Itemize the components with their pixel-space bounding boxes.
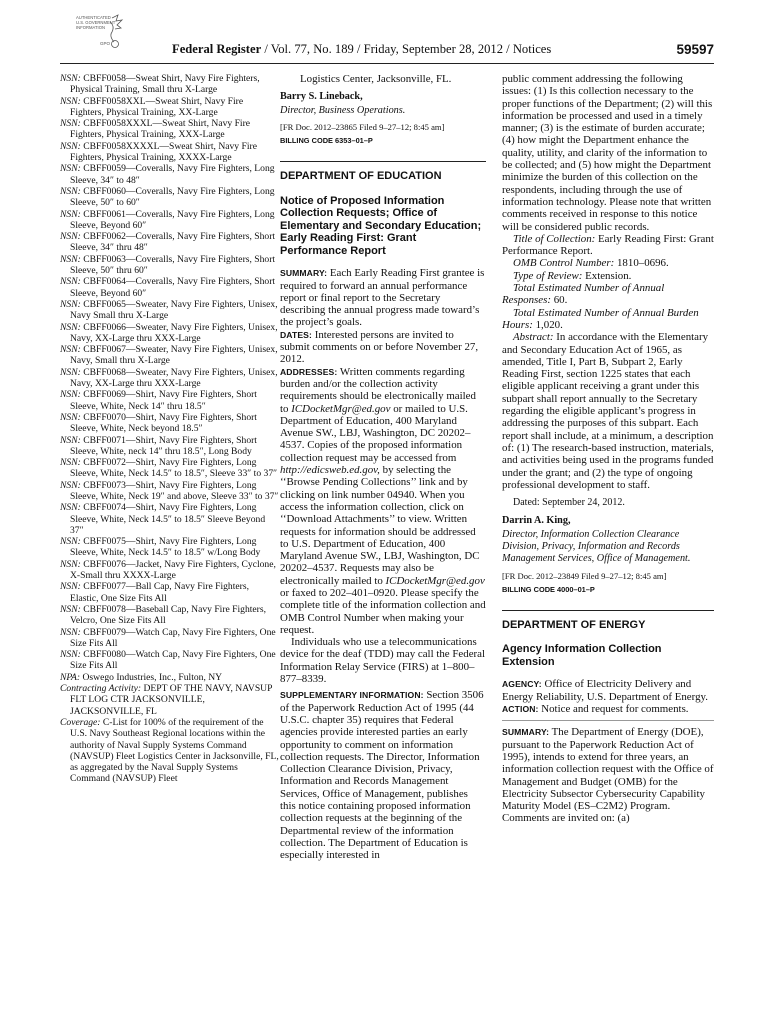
list-item — [60, 163, 279, 186]
section-divider — [502, 720, 714, 721]
entry-text: CBFF0058XXXL—Sweat Shirt, Navy Fire Fighters, Physical Training, XXX-Large — [70, 118, 251, 141]
collection-title-label: Title of Collection: — [513, 232, 596, 245]
entry-text: CBFF0059—Coveralls, Navy Fire Fighters, Long Sleeve, 34″ to 48″ — [70, 163, 275, 186]
entry-text: CBFF0070—Shirt, Navy Fire Fighters, Short Sleeve, White, Neck beyond 18.5″ — [70, 411, 257, 435]
action-text: Notice and request for comments. — [541, 703, 689, 716]
entry-text: CBFF0067—Sweater, Navy Fire Fighters, Unisex, Navy, Small thru X-Large — [70, 344, 278, 367]
list-item — [60, 73, 279, 96]
entry-text: CBFF0075—Shirt, Navy Fire Fighters, Long Sleeve, White, Neck 14.5″ to 18.5″ w/Long Body — [70, 536, 261, 559]
supplementary-label: SUPPLEMENTARY INFORMATION: — [280, 690, 424, 701]
collection-title-value: Early Reading First: Grant Performance Report. — [502, 232, 714, 258]
entry-text: CBFF0064—Coveralls, Navy Fire Fighters, Short Sleeve, Beyond 60″ — [70, 276, 276, 299]
entry-label: NSN: — [60, 411, 81, 423]
entry-text: CBFF0058XXXXL—Sweat Shirt, Navy Fire Fighters, Physical Training, XXXX-Large — [70, 140, 257, 164]
email-link-1[interactable]: ICDocketMgr@ed.gov — [291, 402, 391, 415]
addresses-text-3: by selecting the ‘‘Browse Pending Collections’’ link and by clicking on link number 04940. When you access the information collection, click on ‘‘Download Attachments’’ to view. Written requests for information should be addressed to U.S. Department of Education, 400 Maryland Avenue SW., LBJ, Washington, DC 20202–4537. Requests may also be electronically mailed to — [280, 464, 480, 587]
agency-section — [502, 678, 714, 703]
entry-text: CBFF0077—Ball Cap, Navy Fire Fighters, Elastic, One Size Fits All — [70, 581, 249, 604]
billing-code: BILLING CODE 6353–01–P — [280, 136, 373, 146]
abstract-label: Abstract: — [513, 331, 554, 344]
omb-label: OMB Control Number: — [513, 257, 615, 270]
list-item — [60, 559, 279, 582]
addresses-text-1: Written comments regarding burden and/or the collection activity requirements should be electronically mailed to — [280, 365, 476, 415]
entry-text: CBFF0068—Sweater, Navy Fire Fighters, Unisex, Navy, XX-Large thru XXX-Large — [70, 366, 278, 390]
entry-text: CBFF0071—Shirt, Navy Fire Fighters, Short Sleeve, White, neck 14″ thru 18.5″, Long Body — [70, 434, 257, 457]
entry-text: DEPT OF THE NAVY, NAVSUP FLT LOG CTR JACKSONVILLE, JACKSONVILLE, FL — [70, 683, 273, 717]
summary-text: Each Early Reading First grantee is required to forward an annual performance report or final report to the Secretary describing the annual progress made toward’s the project’s goals. — [280, 267, 485, 329]
summary-text: The Department of Energy (DOE), pursuant to the Paperwork Reduction Act of 1995), intends to extend for three years, an information collection request with the Office of Management and Budget (OMB) for the Electricity Subsector Cybersecurity Capability Maturity Model (ES–C2M2) Program. Comments are invited on: (a) — [502, 726, 714, 825]
entry-label: NSN: — [60, 163, 81, 175]
entry-text: CBFF0058—Sweat Shirt, Navy Fire Fighters, Physical Training, Small thru X-Large — [70, 73, 260, 96]
fr-doc-number: [FR Doc. 2012–23849 Filed 9–27–12; 8:45 am] — [502, 570, 667, 581]
signer-title: Director, Business Operations. — [280, 104, 406, 116]
entry-text: CBFF0063—Coveralls, Navy Fire Fighters, Short Sleeve, 50″ thru 60″ — [70, 253, 276, 277]
entry-label: Coverage: — [60, 716, 101, 728]
signer-title: Director, Information Collection Clearance Division, Privacy, Information and Records Management Services, Office of Management. — [502, 528, 691, 565]
annual-responses — [502, 282, 714, 307]
agency-label: AGENCY: — [502, 679, 542, 690]
header-rule — [60, 63, 714, 64]
publication-name: Federal Register — [172, 42, 262, 56]
summary-section — [502, 726, 714, 824]
entry-text: CBFF0072—Shirt, Navy Fire Fighters, Long Sleeve, White, Neck 14.5″ to 18.5″, Sleeve 33″ to 37″ — [70, 457, 278, 480]
list-item — [60, 536, 279, 559]
list-item — [60, 322, 279, 345]
addresses-text-4: or faxed to 202–401–0920. Please specify the complete title of the information collection and OMB Control Number when making your request. — [280, 587, 486, 636]
addresses-text-2: or mailed to U.S. Department of Education, 400 Maryland Avenue SW., LBJ, Washington, DC 20202–4537. Copies of the proposed information collection request may be accessed from — [280, 402, 471, 464]
list-item — [60, 141, 279, 164]
entry-text: CBFF0060—Coveralls, Navy Fire Fighters, Long Sleeve, 50″ to 60″ — [70, 185, 275, 209]
entry-label: Contracting Activity: — [60, 683, 142, 695]
continuation-text: Logistics Center, Jacksonville, FL. — [300, 73, 452, 85]
notice-title: Notice of Proposed Information Collection Requests; Office of Elementary and Secondary Education; Early Reading First: Grant Performance Report — [280, 194, 482, 257]
entry-text: CBFF0073—Shirt, Navy Fire Fighters, Long Sleeve, White, Neck 19″ and above, Sleeve 33″ to 37″ — [70, 479, 279, 502]
agency-text: Office of Electricity Delivery and Energy Reliability, U.S. Department of Energy. — [502, 678, 708, 703]
list-item — [60, 299, 279, 322]
department-heading: DEPARTMENT OF ENERGY — [502, 610, 714, 631]
column-1 — [60, 73, 279, 785]
entry-text: CBFF0066—Sweater, Navy Fire Fighters, Unisex, Navy, XX-Large thru XXX-Large — [70, 321, 278, 344]
list-item — [60, 389, 279, 412]
action-section — [502, 703, 714, 715]
entry-label: NSN: — [60, 366, 81, 378]
type-of-review — [502, 270, 714, 282]
entry-label: NSN: — [60, 502, 81, 514]
entry-text: CBFF0061—Coveralls, Navy Fire Fighters, Long Sleeve, Beyond 60″ — [70, 208, 275, 231]
entry-label: NSN: — [60, 457, 81, 469]
entry-text: CBFF0058XXL—Sweat Shirt, Navy Fire Fighters, Physical Training, XX-Large — [70, 95, 244, 118]
department-heading: DEPARTMENT OF EDUCATION — [280, 161, 486, 182]
entry-text: CBFF0080—Watch Cap, Navy Fire Fighters, One Size Fits All — [70, 649, 276, 672]
annual-burden-hours — [502, 307, 714, 332]
entry-label: NSN: — [60, 434, 81, 446]
entry-text: CBFF0062—Coveralls, Navy Fire Fighters, Short Sleeve, 34″ thru 48″ — [70, 231, 276, 254]
edicsweb-link[interactable]: http://edicsweb.ed.gov, — [280, 464, 380, 477]
entry-label: NSN: — [60, 479, 81, 491]
list-item — [60, 457, 279, 480]
billing-code: BILLING CODE 4000–01–P — [502, 584, 595, 594]
responses-value: 60. — [553, 294, 568, 307]
entry-label: NSN: — [60, 603, 81, 615]
list-item — [60, 367, 279, 390]
list-item — [60, 186, 279, 209]
entry-label: NSN: — [60, 208, 81, 220]
entry-label: NSN: — [60, 581, 81, 593]
addresses-section — [280, 366, 486, 637]
responses-label: Total Estimated Number of Annual Responses: — [502, 282, 665, 307]
list-item — [60, 209, 279, 232]
list-item — [60, 717, 279, 785]
list-item — [60, 254, 279, 277]
entry-label: NSN: — [60, 276, 81, 288]
entry-label: NSN: — [60, 389, 81, 401]
column-2 — [280, 73, 486, 862]
entry-text: CBFF0069—Shirt, Navy Fire Fighters, Short Sleeve, White, Neck 14″ thru 18.5″ — [70, 389, 257, 412]
list-item — [60, 502, 279, 536]
dates-label: DATES: — [280, 329, 312, 340]
seal-text-line-4: GPO — [100, 41, 111, 46]
list-item — [60, 672, 279, 683]
list-item — [60, 683, 279, 717]
list-item — [60, 231, 279, 254]
signer-name: Barry S. Lineback, — [280, 91, 363, 103]
issue-info: Vol. 77, No. 189 / Friday, September 28, 2012 / Notices — [270, 42, 552, 56]
entry-label: NSN: — [60, 649, 81, 661]
list-item — [60, 276, 279, 299]
action-label: ACTION: — [502, 704, 539, 715]
fr-doc-number: [FR Doc. 2012–23865 Filed 9–27–12; 8:45 am] — [280, 121, 445, 132]
omb-control-number — [502, 257, 714, 269]
entry-label: NPA: — [60, 671, 81, 683]
summary-label: SUMMARY: — [502, 727, 550, 738]
entry-label: NSN: — [60, 185, 81, 197]
supplementary-text: Section 3506 of the Paperwork Reduction Act of 1995 (44 U.S.C. chapter 35) requires that Federal agencies provide interested parties an early opportunity to comment on information collection requests. The Director, Information Collection Clearance Division, Privacy, Information and Records Management Services, Office of Management, publishes this notice containing proposed information collection requests at the beginning of the Departmental review of the information collection. The Department of Education is especially interested in — [280, 689, 484, 862]
review-value: Extension. — [585, 269, 632, 282]
list-item — [60, 627, 279, 650]
omb-value: 1810–0696. — [616, 257, 669, 270]
entry-label: NSN: — [60, 118, 81, 130]
entry-text: CBFF0076—Jacket, Navy Fire Fighters, Cyclone, X-Small thru XXXX-Large — [70, 558, 276, 582]
entry-label: NSN: — [60, 73, 81, 84]
summary-label: SUMMARY: — [280, 268, 328, 279]
review-label: Type of Review: — [513, 269, 583, 282]
email-link-2[interactable]: ICDocketMgr@ed.gov — [385, 574, 485, 587]
entry-label: NSN: — [60, 298, 81, 310]
burden-label: Total Estimated Number of Annual Burden Hours: — [502, 306, 699, 331]
entry-label: NSN: — [60, 95, 81, 107]
dates-text: Interested persons are invited to submit comments on or before November 27, 2012. — [280, 328, 479, 366]
list-item — [60, 96, 279, 119]
tdd-text: Individuals who use a telecommunications device for the deaf (TDD) may call the Federal Information Relay Service (FIRS) at 1–800–877–8339. — [280, 636, 486, 686]
list-item — [60, 604, 279, 627]
list-item — [60, 649, 279, 672]
entry-text: CBFF0079—Watch Cap, Navy Fire Fighters, One Size Fits All — [70, 626, 276, 649]
collection-title — [502, 233, 714, 258]
list-item — [60, 480, 279, 503]
burden-value: 1,020. — [535, 318, 563, 331]
list-item — [60, 435, 279, 458]
entry-label: NSN: — [60, 558, 81, 570]
seal-text-line-1: AUTHENTICATED — [76, 15, 111, 20]
list-item — [60, 118, 279, 141]
addresses-label: ADDRESSES: — [280, 366, 338, 377]
page-number: 59597 — [676, 42, 714, 57]
seal-text-line-2: U.S. GOVERNMENT — [76, 20, 116, 25]
entry-label: NSN: — [60, 253, 81, 265]
abstract-text: In accordance with the Elementary and Secondary Education Act of 1965, as amended, Title I, Part B, Subpart 2, Early Reading First, section 1225 states that each eligible applicant receiving a grant under this subpart shall report annually to the Secretary regarding the eligible applicant’s progress in addressing the purposes of this subpart. Each report shall include, at a minimum, a description of: (1) The research-based instruction, materials, and activities being used in the programs funded under the grant; and (2) the type of ongoing professional development to staff. — [502, 331, 714, 491]
header-title: Federal Register / Vol. 77, No. 189 / Friday, September 28, 2012 / Notices — [172, 42, 552, 56]
column-3 — [502, 73, 714, 825]
dates-section — [280, 329, 486, 366]
list-item — [60, 412, 279, 435]
list-item — [60, 344, 279, 367]
abstract — [502, 331, 714, 491]
signer-name: Darrin A. King, — [502, 515, 571, 527]
seal-text-line-3: INFORMATION — [76, 25, 105, 30]
entry-text: Oswego Industries, Inc., Fulton, NY — [82, 671, 223, 683]
continuation-text: public comment addressing the following issues: (1) Is this collection necessary to the proper functions of the Department; (2) will this information be processed and used in a timely manner; (3) is the estimate of burden accurate; (4) how might the Department enhance the quality, utility, and clarity of the information to be collected; and (5) how might the Department minimize the burden of this collection on the respondents, including through the use of information technology. Please note that written comments received in response to this notice will be considered public records. — [502, 73, 713, 233]
summary-section — [280, 267, 486, 328]
entry-label: NSN: — [60, 536, 81, 548]
entry-text: C-List for 100% of the requirement of the U.S. Navy Southeast Regional locations within the authority of Naval Supply Systems Command (NAVSUP) Fleet Logistics Center in Jacksonville, FL, as aggregated by the Naval Supply Systems Command (NAVSUP) Fleet — [70, 716, 279, 785]
entry-label: NSN: — [60, 140, 81, 152]
entry-text: CBFF0065—Sweater, Navy Fire Fighters, Unisex, Navy Small thru X-Large — [70, 298, 278, 322]
entry-label: NSN: — [60, 321, 81, 333]
entry-label: NSN: — [60, 626, 81, 638]
entry-label: NSN: — [60, 231, 81, 243]
notice-title: Agency Information Collection Extension — [502, 643, 662, 668]
list-item — [60, 581, 279, 604]
supplementary-section — [280, 689, 486, 861]
running-header — [60, 42, 714, 62]
entry-text: CBFF0074—Shirt, Navy Fire Fighters, Long Sleeve, White, Neck 14.5″ to 18.5″ Sleeve Beyond 37″ — [70, 502, 266, 536]
dated-line: Dated: September 24, 2012. — [513, 497, 625, 509]
entry-label: NSN: — [60, 344, 81, 356]
entry-text: CBFF0078—Baseball Cap, Navy Fire Fighters, Velcro, One Size Fits All — [70, 603, 267, 627]
